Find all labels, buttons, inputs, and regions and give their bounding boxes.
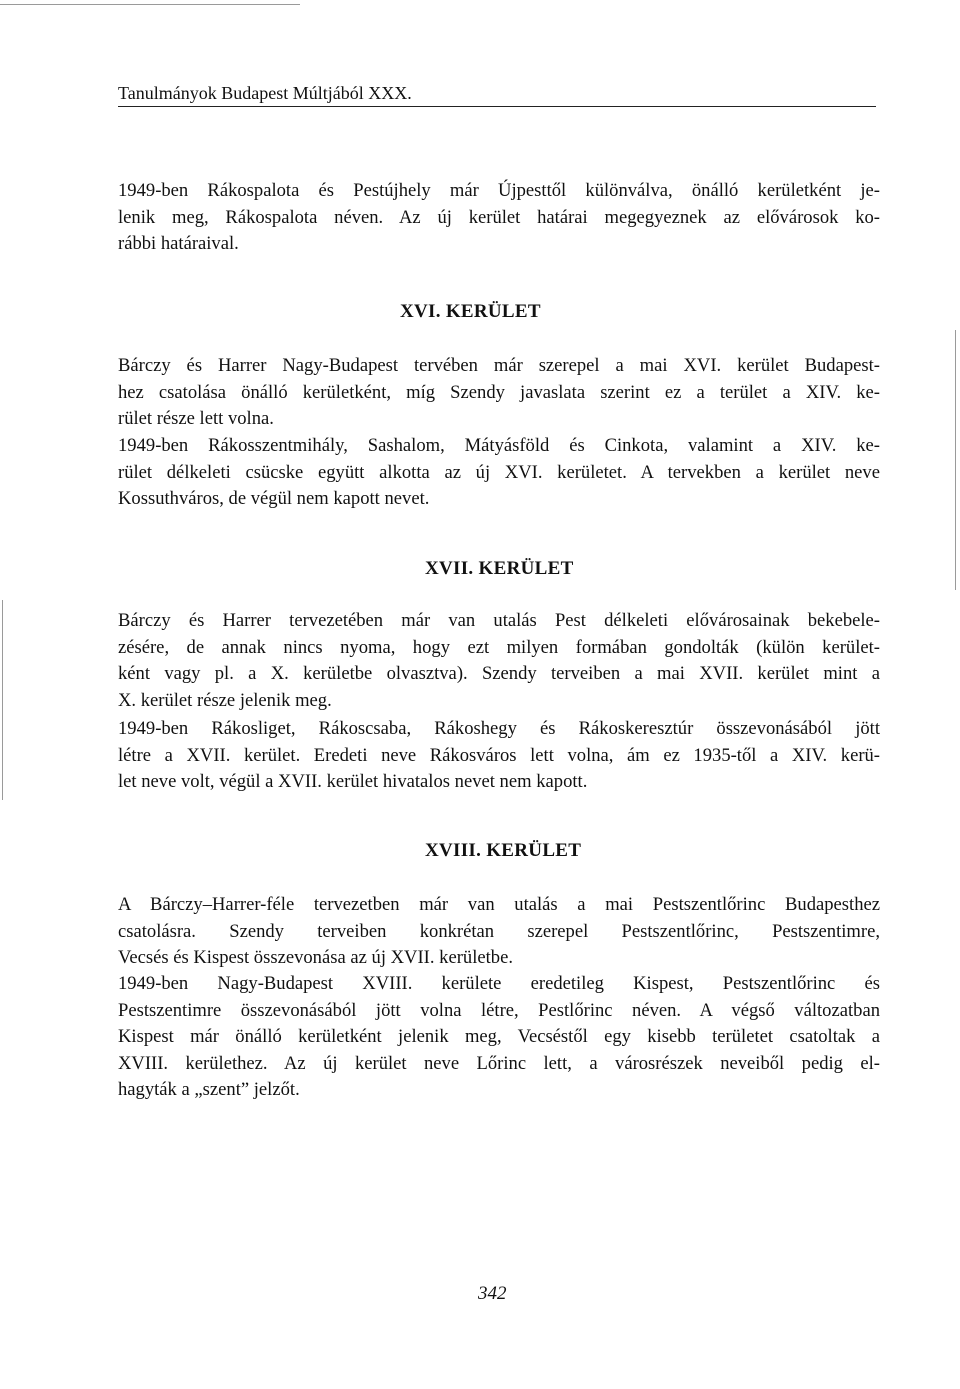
text-line: lenik meg, Rákospalota néven. Az új kerület határai megegyeznek az elővárosok ko- xyxy=(118,206,880,228)
text-line: 1949-ben Rákosszentmihály, Sashalom, Mátyásföld és Cinkota, valamint a XIV. ke- xyxy=(118,435,880,456)
text-line: rábbi határaival. xyxy=(118,233,239,254)
text-line: Bárczy és Harrer tervezetében már van utalás Pest délkeleti elővárosainak bekebele- xyxy=(118,610,880,631)
section-xvii-paragraph-1 xyxy=(118,608,880,714)
scan-line-top xyxy=(0,4,300,5)
intro-paragraph xyxy=(118,178,880,258)
section-xvii-paragraph-2 xyxy=(118,716,880,796)
scan-line-right xyxy=(955,330,956,590)
section-xvi-paragraph-1 xyxy=(118,353,880,433)
text-line: 1949-ben Nagy-Budapest XVIII. kerülete eredetileg Kispest, Pestszentlőrinc és xyxy=(118,973,880,994)
text-line: zésére, de annak nincs nyoma, hogy ezt milyen formában gondolták (külön kerület- xyxy=(118,636,880,658)
text-line: XVIII. kerülethez. Az új kerület neve Lőrinc lett, a városrészek neveiből pedig el- xyxy=(118,1052,880,1074)
section-heading-xviii: XVIII. KERÜLET xyxy=(425,840,582,861)
section-xviii-paragraph-1 xyxy=(118,892,880,972)
text-line: 1949-ben Rákospalota és Pestújhely már Újpesttől különválva, önálló kerületként je- xyxy=(118,180,880,201)
section-xviii-paragraph-2 xyxy=(118,971,880,1104)
section-heading-xvi: XVI. KERÜLET xyxy=(400,301,541,322)
section-heading-xvii: XVII. KERÜLET xyxy=(425,558,574,579)
text-line: Vecsés és Kispest összevonása az új XVII. kerületbe. xyxy=(118,947,513,968)
text-line: Pestszentimre összevonásából jött volna létre, Pestlőrinc néven. A végső változatban xyxy=(118,999,880,1021)
running-head: Tanulmányok Budapest Múltjából XXX. xyxy=(118,80,876,107)
text-line: A Bárczy–Harrer-féle tervezetben már van utalás a mai Pestszentlőrinc Budapesthez xyxy=(118,894,880,915)
text-line: rület része lett volna. xyxy=(118,408,274,429)
text-line: 1949-ben Rákosliget, Rákoscsaba, Rákoshegy és Rákoskeresztúr összevonásából jött xyxy=(118,718,880,739)
text-line: Kossuthváros, de végül nem kapott nevet. xyxy=(118,488,430,509)
text-line: Kispest már önálló kerületként jelenik meg, Vecséstől egy kisebb területet csatoltak a xyxy=(118,1026,880,1047)
text-line: létre a XVII. kerület. Eredeti neve Rákosváros lett volna, ám ez 1935-től a XIV. kerü- xyxy=(118,744,880,766)
text-line: let neve volt, végül a XVII. kerület hivatalos nevet nem kapott. xyxy=(118,771,588,792)
scan-line-left xyxy=(2,600,3,800)
text-line: rület délkeleti csücske együtt alkotta az új XVI. kerületet. A tervekben a kerület neve xyxy=(118,461,880,483)
text-line: Bárczy és Harrer Nagy-Budapest tervében már szerepel a mai XVI. kerület Budapest- xyxy=(118,355,880,376)
page-number: 342 xyxy=(478,1283,507,1304)
section-xvi-paragraph-2 xyxy=(118,433,880,513)
text-line: hagyták a „szent” jelzőt. xyxy=(118,1079,300,1100)
text-line: X. kerület része jelenik meg. xyxy=(118,689,332,711)
text-line: hez csatolása önálló kerületként, míg Szendy javaslata szerint ez a terület a XIV. ke- xyxy=(118,381,880,403)
text-line: csatolásra. Szendy terveiben konkrétan szerepel Pestszentlőrinc, Pestszentimre, xyxy=(118,920,880,942)
text-line: ként vagy pl. a X. kerületbe olvasztva). Szendy terveiben a mai XVII. kerület mint a xyxy=(118,663,880,684)
